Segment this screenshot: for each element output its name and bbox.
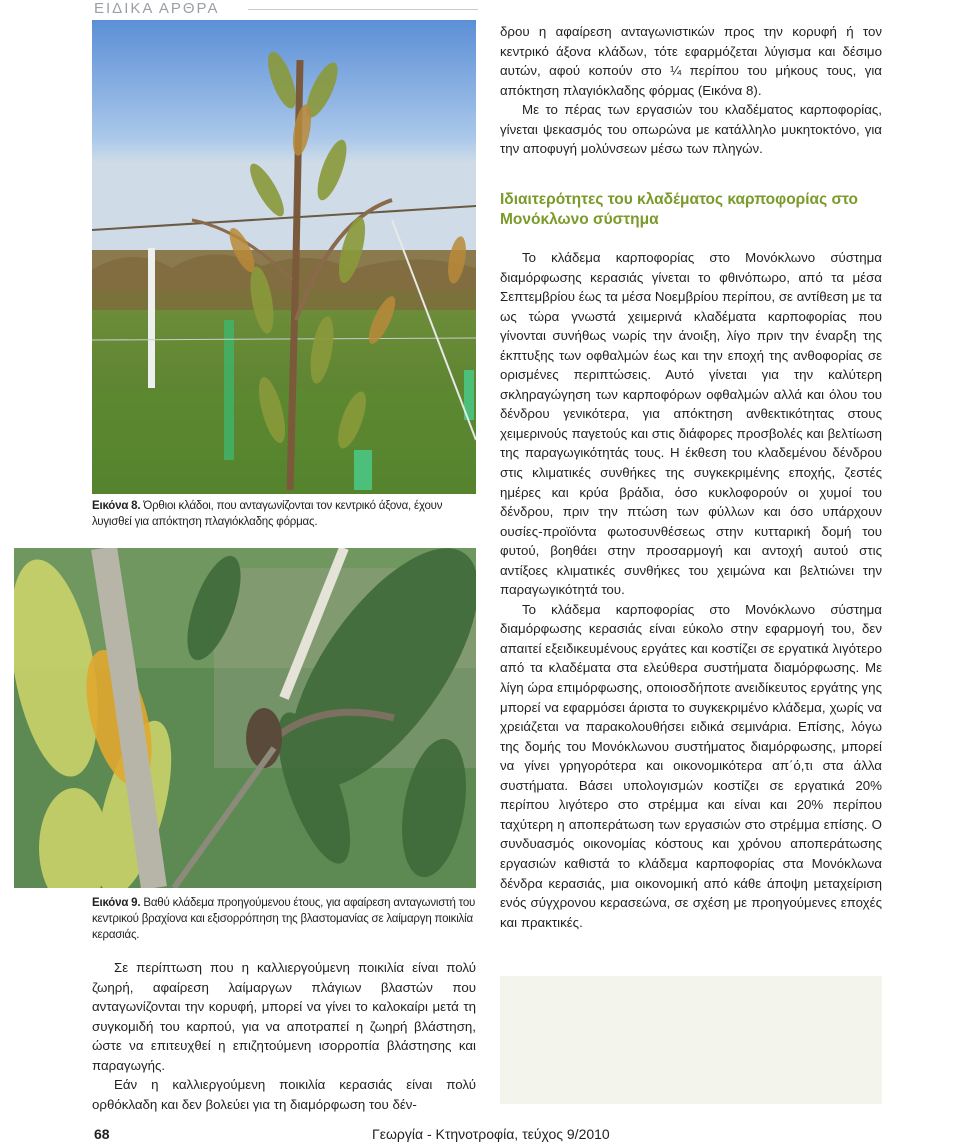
figure-9-caption <box>92 895 476 943</box>
left-paragraph: Σε περίπτωση που η καλλιεργούμενη ποικιλία είναι πολύ ζωηρή, αφαίρεση λαίμαργων πλάγιων βλαστών που ανταγωνίζονται την κορυφή, μπορεί να γίνει το καλοκαίρι μετά τη συγκομιδή του καρπού, για να αποτραπεί η ζωηρή βλάστηση, ώστε να επιτευχθεί η επιζητούμενη ισορροπία βλάστησης και παραγωγής. <box>92 960 476 1073</box>
figure-9-photo <box>14 548 476 888</box>
figure-9-caption-text: Βαθύ κλάδεμα προηγούμενου έτους, για αφαίρεση ανταγωνιστή του κεντρικού βραχίονα και εξισορρόπηση της βλαστομανίας σε λαίμαργη ποικιλία κερασιάς. <box>92 897 476 941</box>
right-continuation-paragraph: δρου η αφαίρεση ανταγωνιστικών προς την κορυφή ή τον κεντρικό άξονα κλάδων, τότε εφαρμόζεται λύγισμα και δέσιμο αυτών, αφού κοπούν στο ¼ περίπου του μήκους τους, για απόκτηση πλαγιόκλαδης φόρμας (Εικόνα 8). <box>500 24 882 98</box>
figure-8-caption <box>92 498 476 530</box>
publication-title: Γεωργία - Κτηνοτροφία, τεύχος 9/2010 <box>372 1126 610 1142</box>
right-column-top-text <box>500 22 882 159</box>
section-heading: Ιδιαιτερότητες του κλαδέματος καρποφορίας στο Μονόκλωνο σύστημα <box>500 191 859 228</box>
page-number: 68 <box>94 1126 110 1142</box>
section-paragraph: Το κλάδεμα καρποφορίας στο Μονόκλωνο σύστημα διαμόρφωσης κερασιάς είναι εύκολο στην εφαρμογή του, δεν απαιτεί εξειδικευμένους εργάτες και κοστίζει σε εργατικά λιγότερο από τα κλαδέματα στα ελεύθερα συστήματα διαμόρφωσης. Με λίγη ώρα επιμόρφωσης, οποιοσδήποτε ανειδίκευτος εργάτης γης μπορεί να εφαρμόσει άριστα το συγκεκριμένο κλάδεμα, χωρίς να χρειάζεται να παρακολουθήσει ειδικά σεμινάρια. Επίσης, λόγω της δομής του Μονόκλωνου συστήματος διαμόρφωσης, μπορεί να γίνει γρηγορότερα και οικονομικότερα απ΄ό,τι στα άλλα συστήματα. Βάσει υπολογισμών κοστίζει σε εργατικά 20% περίπου λιγότερο στο στρέμμα και είναι και 20% περίπου ταχύτερη η αποπεράτωση των εργασιών στο στρέμμα επίσης. Ο συνδυασμός οικονομίας κόστους και χρόνου αποπεράτωσης εργασιών καθιστά το κλάδεμα καρποφορίας στα Μονόκλωνα δένδρα κερασιάς, μια οικονομική από κάθε άποψη μεταχείριση ενός σύγχρονου κερασεώνα, σε σχέση με προηγούμενες εποχές και πρακτικές. <box>500 601 882 930</box>
header-rule <box>248 9 478 10</box>
figure-8-photo <box>92 20 476 494</box>
section-paragraph: Το κλάδεμα καρποφορίας στο Μονόκλωνο σύστημα διαμόρφωσης κερασιάς γίνεται το φθινόπωρο, από τα μέσα Σεπτεμβρίου έως τα μέσα Νοεμβρίου περίπου, σε αντίθεση με τα ως τώρα γνωστά χειμερινά κλαδέματα καρποφορίας που γίνονται συνήθως νωρίς την άνοιξη, λίγο πριν την έναρξη της έκπτυξης των οφθαλμών έως και την εποχή της ανθοφορίας σε ορισμένες περιπτώσεις. Αυτό γίνεται για την καλύτερη σκληραγώγηση των καρποφόρων οφθαλμών αλλά και όλου του δένδρου γενικότερα, για απόκτηση ανθεκτικότητας στους χειμερινούς παγετούς και στις διάφορες προσβολές και βελτίωση της παραγωγικότητάς τους. Η έκθεση του κλαδεμένου δένδρου στις κλιματικές συνθήκες της συγκεκριμένης εποχής, ζεστές ημέρες και κρύα βράδια, όσο κυκλοφορούν οι χυμοί του δένδρου, πριν την πτώση των φύλλων και όσο υπάρχουν ουσίες-προϊόντα φωτοσυνθέσεως στην κυτταρική δομή του φυτού, βοηθάει στην προσαρμογή και αντοχή αυτού στις αντίξοες κλιματικές συνθήκες του χειμώνα και βελτιώνει την παραγωγικότητά του. <box>500 250 882 598</box>
left-paragraph: Εάν η καλλιεργούμενη ποικιλία κερασιάς είναι πολύ ορθόκλαδη και δεν βολεύει για τη διαμόρφωση του δέν- <box>92 1077 476 1112</box>
right-column-section-text <box>500 248 882 932</box>
figure-8-label: Εικόνα 8. <box>92 500 141 512</box>
figure-9-label: Εικόνα 9. <box>92 897 141 909</box>
section-label: ΕΙΔΙΚΑ ΑΡΘΡΑ <box>94 0 220 17</box>
left-column-text <box>92 958 476 1114</box>
figure-8-caption-text: Όρθιοι κλάδοι, που ανταγωνίζονται τον κεντρικό άξονα, έχουν λυγισθεί για απόκτηση πλαγιόκλαδης φόρμας. <box>92 500 443 528</box>
grey-box <box>500 976 882 1104</box>
right-paragraph-spraying: Με το πέρας των εργασιών του κλαδέματος καρποφορίας, γίνεται ψεκασμός του οπωρώνα με κατάλληλο μυκητοκτόνο, για την αποφυγή μολύνσεων μέσω των πληγών. <box>500 102 882 157</box>
